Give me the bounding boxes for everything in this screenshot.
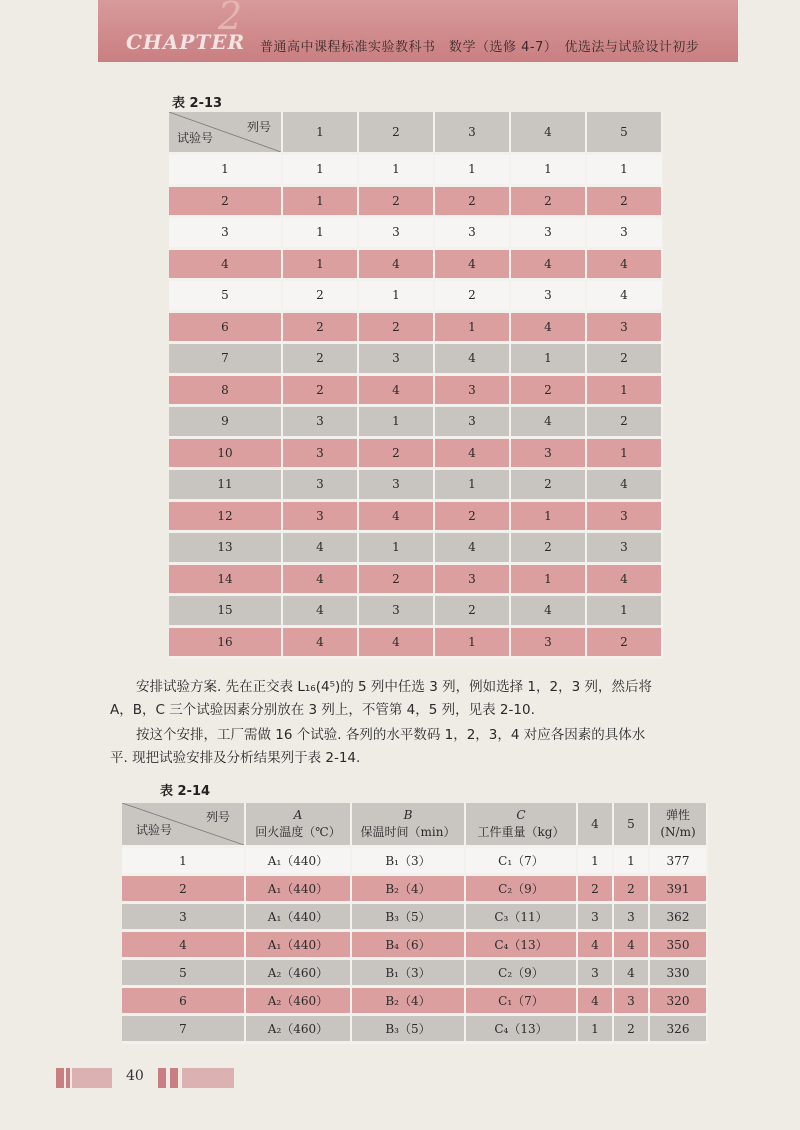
table-cell: 2: [282, 374, 358, 406]
level-a: A₁（440）: [245, 847, 351, 875]
trial-number: 1: [122, 847, 245, 875]
trial-number: 13: [169, 532, 282, 564]
footer-decoration: [158, 1068, 166, 1088]
trial-number: 6: [122, 987, 245, 1015]
corner-row-label: 试验号: [136, 823, 173, 837]
table-cell: 2: [358, 563, 434, 595]
table-row: [122, 931, 707, 959]
level-b: B₂（4）: [351, 875, 465, 903]
column-header-4: 4: [577, 803, 613, 847]
table-cell: 1: [586, 374, 662, 406]
table-cell: 3: [510, 437, 586, 469]
table-cell: 4: [510, 595, 586, 627]
elasticity-value: 320: [649, 987, 707, 1015]
table-corner-header: [169, 112, 282, 154]
table-cell: 4: [434, 248, 510, 280]
table-cell: 3: [510, 217, 586, 249]
table-cell: 3: [586, 217, 662, 249]
trial-number: 9: [169, 406, 282, 438]
table-row: [122, 1015, 707, 1043]
table-cell: 2: [282, 343, 358, 375]
level-c: C₂（9）: [465, 875, 577, 903]
column-5-value: 3: [613, 987, 649, 1015]
column-5-value: 1: [613, 847, 649, 875]
trial-number: 16: [169, 626, 282, 658]
table-cell: 2: [586, 343, 662, 375]
chapter-label: CHAPTER: [126, 30, 246, 54]
trial-number: 1: [169, 154, 282, 186]
elasticity-value: 326: [649, 1015, 707, 1043]
level-a: A₁（440）: [245, 903, 351, 931]
table-cell: 2: [510, 185, 586, 217]
elasticity-value: 377: [649, 847, 707, 875]
column-4-value: 1: [577, 847, 613, 875]
corner-column-label: 列号: [205, 810, 230, 824]
table-cell: 2: [434, 280, 510, 312]
table-cell: 2: [510, 374, 586, 406]
trial-number: 4: [122, 931, 245, 959]
elasticity-label: 弹性: [665, 808, 690, 822]
trial-number: 11: [169, 469, 282, 501]
column-header-5: 5: [613, 803, 649, 847]
table-cell: 2: [434, 595, 510, 627]
table-cell: 3: [586, 500, 662, 532]
column-5-value: 4: [613, 931, 649, 959]
table-2-14-caption: 表 2-14: [160, 784, 211, 799]
trial-number: 5: [122, 959, 245, 987]
table-cell: 4: [586, 248, 662, 280]
table-cell: 1: [434, 626, 510, 658]
table-cell: 3: [282, 469, 358, 501]
level-a: A₂（460）: [245, 1015, 351, 1043]
level-a: A₁（440）: [245, 931, 351, 959]
chapter-header-band: [98, 0, 738, 62]
table-cell: 4: [282, 532, 358, 564]
factor-name: 回火温度（℃）: [255, 825, 341, 839]
table-cell: 4: [510, 248, 586, 280]
column-header: 1: [282, 112, 358, 154]
level-c: C₁（7）: [465, 847, 577, 875]
table-row: [169, 185, 662, 217]
table-cell: 1: [586, 437, 662, 469]
table-row: [169, 532, 662, 564]
column-header: 5: [586, 112, 662, 154]
column-header-elasticity: [649, 803, 707, 847]
column-5-value: 4: [613, 959, 649, 987]
table-cell: 3: [434, 374, 510, 406]
table-cell: 4: [358, 626, 434, 658]
table-cell: 1: [510, 563, 586, 595]
corner-row-label: 试验号: [177, 131, 214, 145]
table-cell: 4: [282, 626, 358, 658]
table-cell: 4: [510, 406, 586, 438]
body-paragraph-1: [110, 676, 750, 722]
table-cell: 4: [586, 280, 662, 312]
table-cell: 2: [358, 311, 434, 343]
trial-number: 8: [169, 374, 282, 406]
table-cell: 4: [586, 469, 662, 501]
table-row: [169, 154, 662, 186]
trial-number: 2: [122, 875, 245, 903]
trial-number: 4: [169, 248, 282, 280]
column-4-value: 2: [577, 875, 613, 903]
table-cell: 1: [510, 343, 586, 375]
table-cell: 4: [510, 311, 586, 343]
table-cell: 3: [358, 343, 434, 375]
paragraph-1-line-1: 安排试验方案. 先在正交表 L₁₆(4⁵)的 5 列中任选 3 列，例如选择 1，2，3 列，然后将: [136, 679, 652, 695]
table-cell: 3: [434, 563, 510, 595]
table-cell: 2: [358, 185, 434, 217]
table-cell: 1: [358, 532, 434, 564]
table-row: [122, 847, 707, 875]
table-row: [169, 311, 662, 343]
table-2-13: [169, 112, 663, 659]
elasticity-value: 362: [649, 903, 707, 931]
table-row: [122, 959, 707, 987]
table-row: [169, 374, 662, 406]
level-b: B₃（5）: [351, 1015, 465, 1043]
level-b: B₁（3）: [351, 959, 465, 987]
table-cell: 3: [358, 217, 434, 249]
elasticity-value: 391: [649, 875, 707, 903]
column-header-b: [351, 803, 465, 847]
column-4-value: 3: [577, 959, 613, 987]
column-5-value: 3: [613, 903, 649, 931]
paragraph-2-line-2: 平. 现把试验安排及分析结果列于表 2-14.: [110, 750, 361, 766]
table-cell: 3: [282, 406, 358, 438]
table-cell: 1: [586, 154, 662, 186]
level-c: C₁（7）: [465, 987, 577, 1015]
level-c: C₄（13）: [465, 931, 577, 959]
table-cell: 1: [282, 248, 358, 280]
table-cell: 2: [434, 500, 510, 532]
level-a: A₂（460）: [245, 987, 351, 1015]
table-cell: 4: [434, 437, 510, 469]
table-cell: 3: [282, 500, 358, 532]
trial-number: 7: [122, 1015, 245, 1043]
trial-number: 3: [169, 217, 282, 249]
table-cell: 4: [358, 374, 434, 406]
table-cell: 2: [434, 185, 510, 217]
factor-letter: A: [293, 808, 303, 822]
trial-number: 14: [169, 563, 282, 595]
table-row: [169, 217, 662, 249]
table-row: [169, 595, 662, 627]
footer-decoration: [56, 1068, 64, 1088]
table-cell: 4: [282, 563, 358, 595]
page-number: 40: [126, 1068, 144, 1084]
trial-number: 15: [169, 595, 282, 627]
table-row: [169, 626, 662, 658]
table-corner-header: [122, 803, 245, 847]
table-cell: 3: [358, 595, 434, 627]
book-title: 普通高中课程标准实验教科书 数学（选修 4-7） 优选法与试验设计初步: [260, 40, 700, 55]
table-cell: 1: [282, 217, 358, 249]
table-2-13-caption: 表 2-13: [172, 96, 223, 111]
table-cell: 2: [282, 311, 358, 343]
table-cell: 2: [586, 626, 662, 658]
table-row: [169, 563, 662, 595]
table-cell: 1: [358, 280, 434, 312]
table-2-14: [122, 803, 708, 1044]
chapter-number: 2: [218, 0, 243, 38]
table-cell: 3: [586, 532, 662, 564]
elasticity-value: 330: [649, 959, 707, 987]
trial-number: 10: [169, 437, 282, 469]
table-row: [169, 469, 662, 501]
table-cell: 3: [510, 626, 586, 658]
table-cell: 2: [510, 532, 586, 564]
factor-letter: C: [516, 808, 526, 822]
footer-decoration: [182, 1068, 234, 1088]
elasticity-value: 350: [649, 931, 707, 959]
table-row: [122, 987, 707, 1015]
table-row: [169, 280, 662, 312]
footer-decoration: [66, 1068, 70, 1088]
level-b: B₂（4）: [351, 987, 465, 1015]
column-5-value: 2: [613, 1015, 649, 1043]
table-cell: 2: [586, 406, 662, 438]
table-cell: 3: [358, 469, 434, 501]
level-a: A₂（460）: [245, 959, 351, 987]
table-cell: 2: [510, 469, 586, 501]
factor-name: 工件重量（kg）: [477, 825, 565, 839]
table-row: [169, 343, 662, 375]
trial-number: 12: [169, 500, 282, 532]
footer-decoration: [72, 1068, 112, 1088]
table-cell: 2: [282, 280, 358, 312]
level-a: A₁（440）: [245, 875, 351, 903]
column-4-value: 3: [577, 903, 613, 931]
table-row: [169, 406, 662, 438]
column-5-value: 2: [613, 875, 649, 903]
table-cell: 1: [358, 154, 434, 186]
table-cell: 4: [586, 563, 662, 595]
table-cell: 4: [434, 532, 510, 564]
level-c: C₄（13）: [465, 1015, 577, 1043]
level-c: C₂（9）: [465, 959, 577, 987]
table-row: [122, 875, 707, 903]
table-cell: 1: [434, 311, 510, 343]
footer-decoration: [170, 1068, 178, 1088]
table-cell: 1: [510, 154, 586, 186]
table-cell: 4: [358, 248, 434, 280]
table-cell: 4: [282, 595, 358, 627]
column-header: 3: [434, 112, 510, 154]
table-row: [169, 500, 662, 532]
trial-number: 7: [169, 343, 282, 375]
trial-number: 6: [169, 311, 282, 343]
table-cell: 2: [358, 437, 434, 469]
table-cell: 4: [434, 343, 510, 375]
table-row: [122, 903, 707, 931]
body-paragraph-2: [110, 724, 750, 770]
table-cell: 3: [434, 217, 510, 249]
table-cell: 1: [282, 154, 358, 186]
column-4-value: 4: [577, 931, 613, 959]
table-cell: 1: [434, 154, 510, 186]
paragraph-2-line-1: 按这个安排，工厂需做 16 个试验. 各列的水平数码 1，2，3，4 对应各因素的具体水: [136, 727, 646, 743]
factor-name: 保温时间（min）: [360, 825, 456, 839]
table-row: [169, 437, 662, 469]
corner-column-label: 列号: [246, 120, 271, 134]
trial-number: 5: [169, 280, 282, 312]
elasticity-unit: (N/m): [660, 825, 696, 839]
column-4-value: 1: [577, 1015, 613, 1043]
trial-number: 2: [169, 185, 282, 217]
column-4-value: 4: [577, 987, 613, 1015]
table-cell: 1: [586, 595, 662, 627]
table-cell: 4: [358, 500, 434, 532]
trial-number: 3: [122, 903, 245, 931]
table-cell: 3: [282, 437, 358, 469]
table-cell: 1: [282, 185, 358, 217]
paragraph-1-line-2: A，B，C 三个试验因素分别放在 3 列上，不管第 4，5 列，见表 2-10.: [110, 702, 535, 718]
column-header-c: [465, 803, 577, 847]
table-cell: 3: [586, 311, 662, 343]
level-b: B₃（5）: [351, 903, 465, 931]
table-cell: 1: [510, 500, 586, 532]
table-cell: 2: [586, 185, 662, 217]
level-b: B₁（3）: [351, 847, 465, 875]
table-row: [169, 248, 662, 280]
factor-letter: B: [403, 808, 413, 822]
column-header: 2: [358, 112, 434, 154]
column-header-a: [245, 803, 351, 847]
table-cell: 1: [434, 469, 510, 501]
table-cell: 3: [510, 280, 586, 312]
table-cell: 3: [434, 406, 510, 438]
level-c: C₃（11）: [465, 903, 577, 931]
level-b: B₄（6）: [351, 931, 465, 959]
column-header: 4: [510, 112, 586, 154]
table-cell: 1: [358, 406, 434, 438]
